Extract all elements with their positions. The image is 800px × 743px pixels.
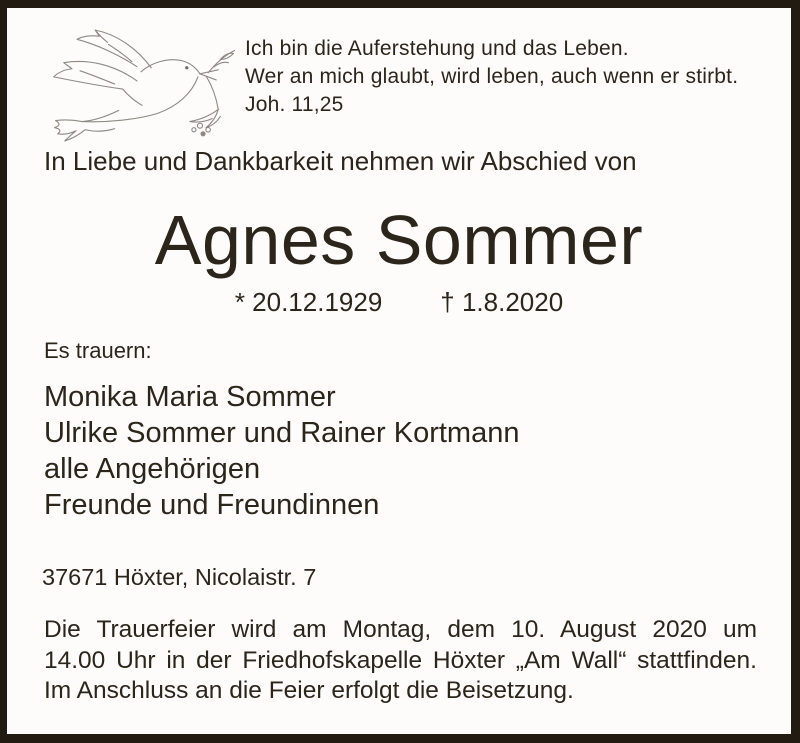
deceased-name: Agnes Sommer: [154, 201, 644, 279]
death-date: † 1.8.2020: [440, 287, 564, 317]
dove-olive-branch-icon: [37, 22, 241, 146]
address-line: 37671 Höxter, Nicolaistr. 7: [42, 564, 317, 590]
mourner: Freunde und Freundinnen: [44, 489, 380, 521]
verse-citation: Joh. 11,25: [245, 93, 344, 116]
birth-date: * 20.12.1929: [234, 287, 383, 317]
mourning-label: Es trauern:: [44, 338, 152, 363]
bible-verse: [245, 35, 738, 119]
funeral-info: [44, 615, 757, 707]
verse-line: Wer an mich glaubt, wird leben, auch wenn er stirbt.: [245, 65, 739, 88]
life-dates: [7, 287, 791, 318]
funeral-line: Die Trauerfeier wird am Montag, dem 10. August 2020 um: [44, 616, 757, 643]
mourners-list: [44, 379, 519, 523]
funeral-line: 14.00 Uhr in der Friedhofskapelle Höxter „Am Wall“ stattfinden.: [44, 646, 757, 674]
intro-line: In Liebe und Dankbarkeit nehmen wir Abschied von: [44, 146, 637, 176]
mourner: Monika Maria Sommer: [44, 381, 336, 413]
funeral-line: Im Anschluss an die Feier erfolgt die Beisetzung.: [44, 677, 574, 704]
verse-line: Ich bin die Auferstehung und das Leben.: [245, 37, 629, 60]
mourner: alle Angehörigen: [44, 453, 261, 485]
mourner: Ulrike Sommer und Rainer Kortmann: [44, 417, 520, 449]
